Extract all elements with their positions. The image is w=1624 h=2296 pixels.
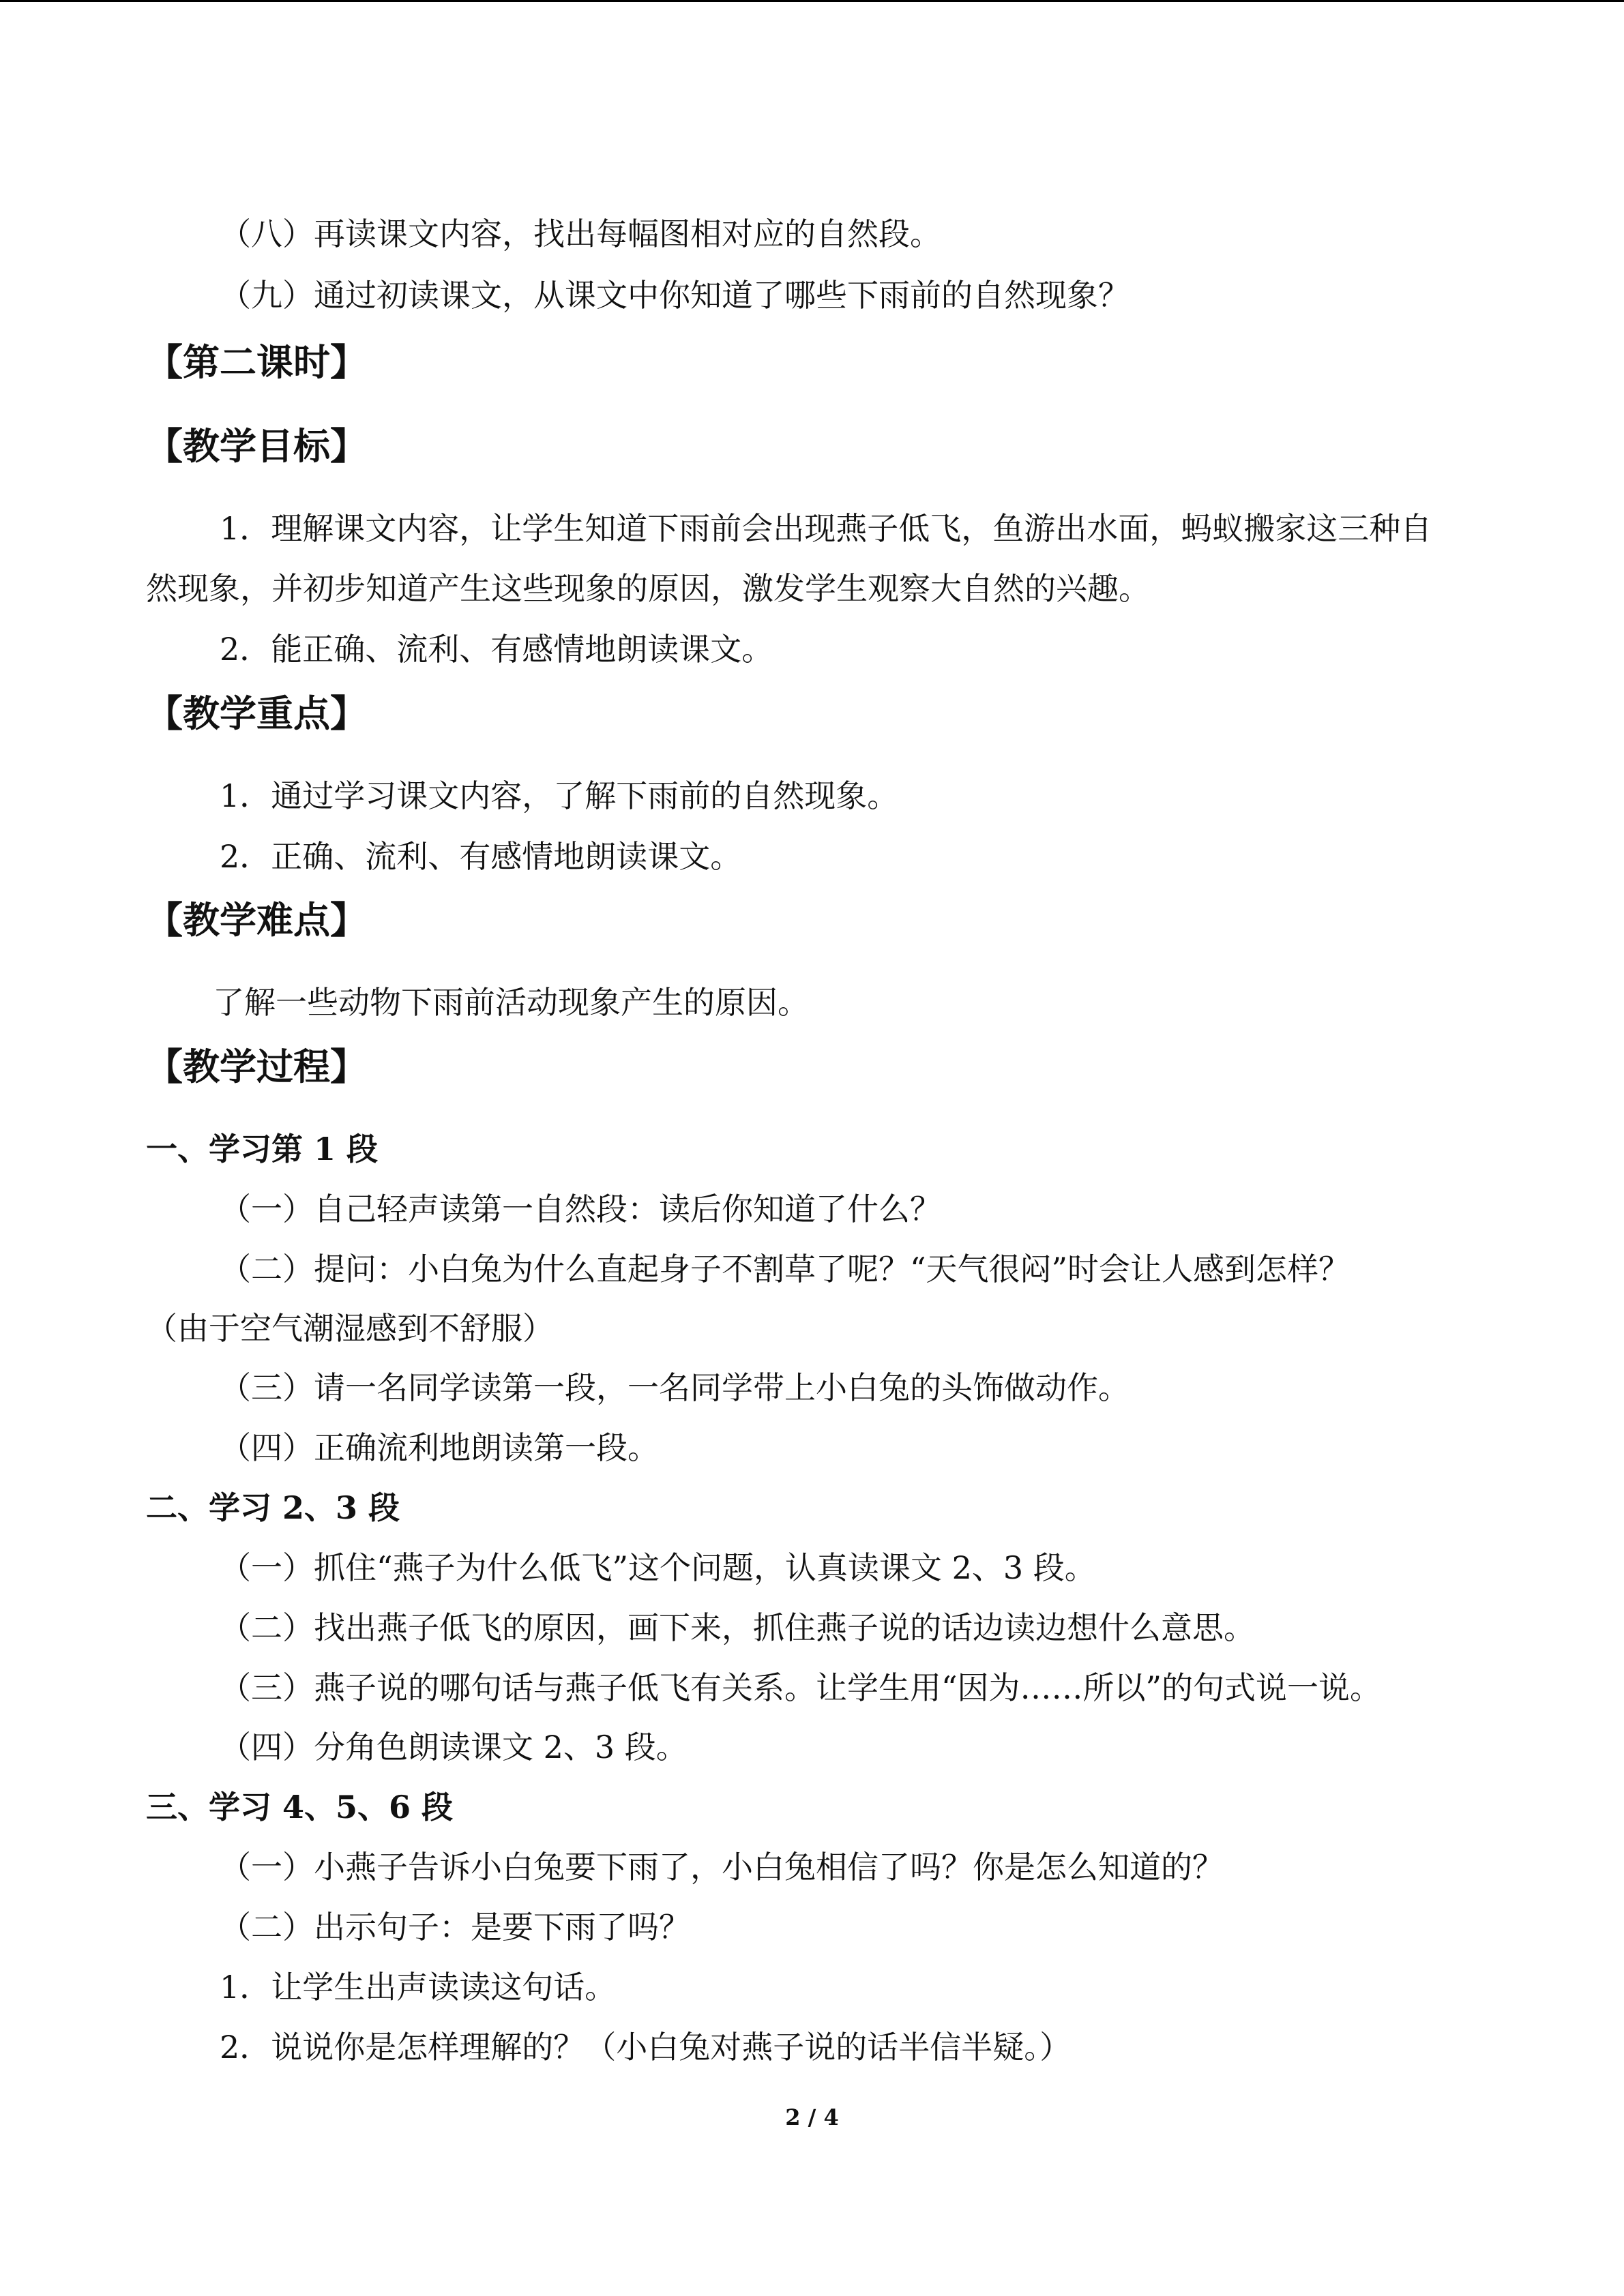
item-9: （九）通过初读课文，从课文中你知道了哪些下雨前的自然现象？ — [220, 277, 1130, 314]
section-1-item-2-line-2: （由于空气潮湿感到不舒服） — [146, 1310, 554, 1347]
goal-1-line-2: 然现象，并初步知道产生这些现象的原因，激发学生观察大自然的兴趣。 — [146, 570, 1150, 607]
section-1-item-3: （三）请一名同学读第一段，一名同学带上小白兔的头饰做动作。 — [220, 1369, 1130, 1406]
section-2-item-2: （二）找出燕子低飞的原因，画下来，抓住燕子说的话边读边想什么意思。 — [220, 1609, 1255, 1646]
section-2-item-1: （一）抓住“燕子为什么低飞”这个问题，认真读课文 2、3 段。 — [220, 1549, 1096, 1586]
section-3-item-2-sub-1: 1．让学生出声读读这句话。 — [220, 1969, 617, 2006]
section-1-heading: 一、学习第 1 段 — [146, 1131, 379, 1167]
heading-key-points: 【教学重点】 — [146, 692, 367, 735]
section-3-item-2-sub-2: 2．说说你是怎样理解的？（小白兔对燕子说的话半信半疑。） — [220, 2029, 1072, 2066]
key-point-1: 1．通过学习课文内容，了解下雨前的自然现象。 — [220, 777, 899, 814]
top-border — [0, 0, 1624, 2]
goal-1-line-1: 1．理解课文内容，让学生知道下雨前会出现燕子低飞，鱼游出水面，蚂蚁搬家这三种自 — [220, 510, 1432, 547]
key-point-2: 2．正确、流利、有感情地朗读课文。 — [220, 838, 742, 875]
page-number: 2 / 4 — [785, 2104, 839, 2130]
section-1-item-4: （四）正确流利地朗读第一段。 — [220, 1429, 659, 1466]
goal-2: 2．能正确、流利、有感情地朗读课文。 — [220, 631, 773, 668]
section-3-item-1: （一）小燕子告诉小白兔要下雨了，小白兔相信了吗？你是怎么知道的？ — [220, 1849, 1224, 1885]
section-1-item-2-line-1: （二）提问：小白兔为什么直起身子不割草了呢？“天气很闷”时会让人感到怎样？ — [220, 1251, 1350, 1287]
section-1-item-1: （一）自己轻声读第一自然段：读后你知道了什么？ — [220, 1191, 941, 1227]
heading-teaching-process: 【教学过程】 — [146, 1045, 367, 1088]
difficult-point-1: 了解一些动物下雨前活动现象产生的原因。 — [213, 984, 809, 1021]
section-3-item-2: （二）出示句子：是要下雨了吗？ — [220, 1909, 690, 1945]
section-2-heading: 二、学习 2、3 段 — [146, 1489, 400, 1526]
section-2-item-3: （三）燕子说的哪句话与燕子低飞有关系。让学生用“因为……所以”的句式说一说。 — [220, 1669, 1382, 1706]
section-2-item-4: （四）分角色朗读课文 2、3 段。 — [220, 1729, 688, 1765]
item-8: （八）再读课文内容，找出每幅图相对应的自然段。 — [220, 215, 941, 252]
heading-lesson-2: 【第二课时】 — [146, 341, 367, 384]
section-3-heading: 三、学习 4、5、6 段 — [146, 1789, 454, 1825]
heading-difficult-points: 【教学难点】 — [146, 899, 367, 942]
heading-teaching-goals: 【教学目标】 — [146, 425, 367, 468]
